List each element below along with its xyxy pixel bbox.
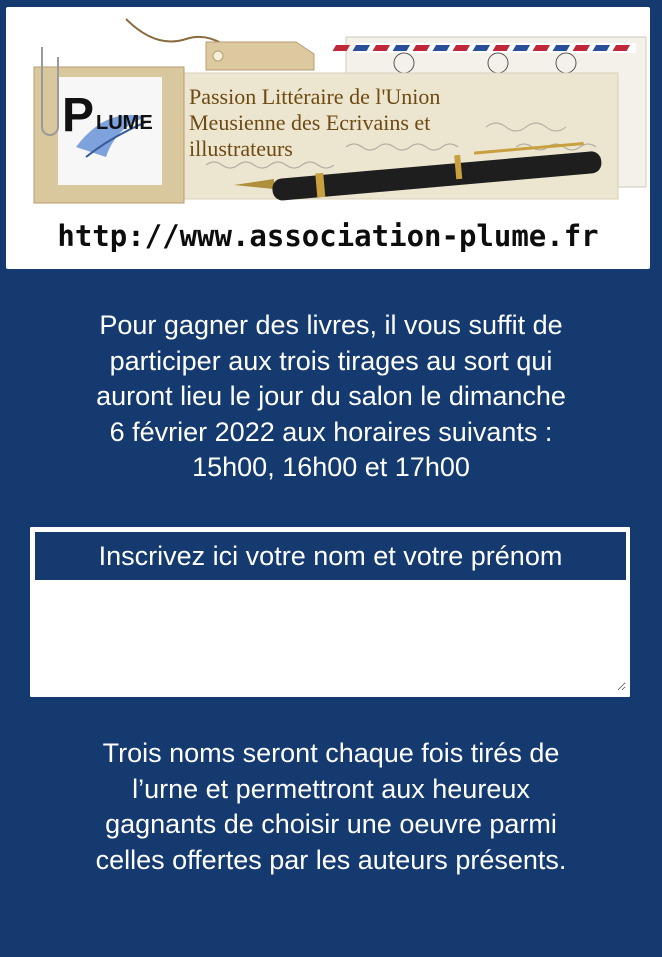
header-banner [6, 7, 650, 269]
name-entry-form [30, 527, 630, 697]
intro-line: 6 février 2022 aux horaires suivants : [109, 416, 553, 447]
intro-paragraph [20, 308, 642, 486]
outro-paragraph [20, 736, 642, 878]
intro-line: participer aux trois tirages au sort qui [109, 345, 553, 376]
intro-line: 15h00, 16h00 et 17h00 [192, 452, 470, 482]
logo-word: LUME [96, 112, 153, 134]
airmail-stripe [333, 43, 636, 53]
outro-line: Trois noms seront chaque fois tirés de [102, 738, 560, 768]
banner-illustration [6, 7, 650, 212]
website-url[interactable]: http://www.association-plume.fr [57, 219, 599, 253]
intro-line: Pour gagner des livres, il vous suffit de [99, 310, 563, 340]
name-input[interactable] [35, 583, 626, 691]
tag-decoration [206, 42, 314, 70]
banner-title-line2: Meusienne des Ecrivains et [189, 110, 431, 135]
intro-line: auront lieu le jour du salon le dimanche [96, 381, 566, 411]
outro-line: l’urne et permettront aux heureux [132, 773, 530, 804]
name-field-label: Inscrivez ici votre nom et votre prénom [35, 532, 626, 580]
banner-title-line1: Passion Littéraire de l'Union [189, 84, 441, 109]
outro-line: gagnants de choisir une oeuvre parmi [105, 809, 557, 839]
plume-logo [34, 47, 184, 203]
banner-title-line3: illustrateurs [189, 136, 293, 161]
outro-line: celles offertes par les auteurs présents. [95, 844, 567, 875]
logo-initial: P [62, 89, 95, 142]
